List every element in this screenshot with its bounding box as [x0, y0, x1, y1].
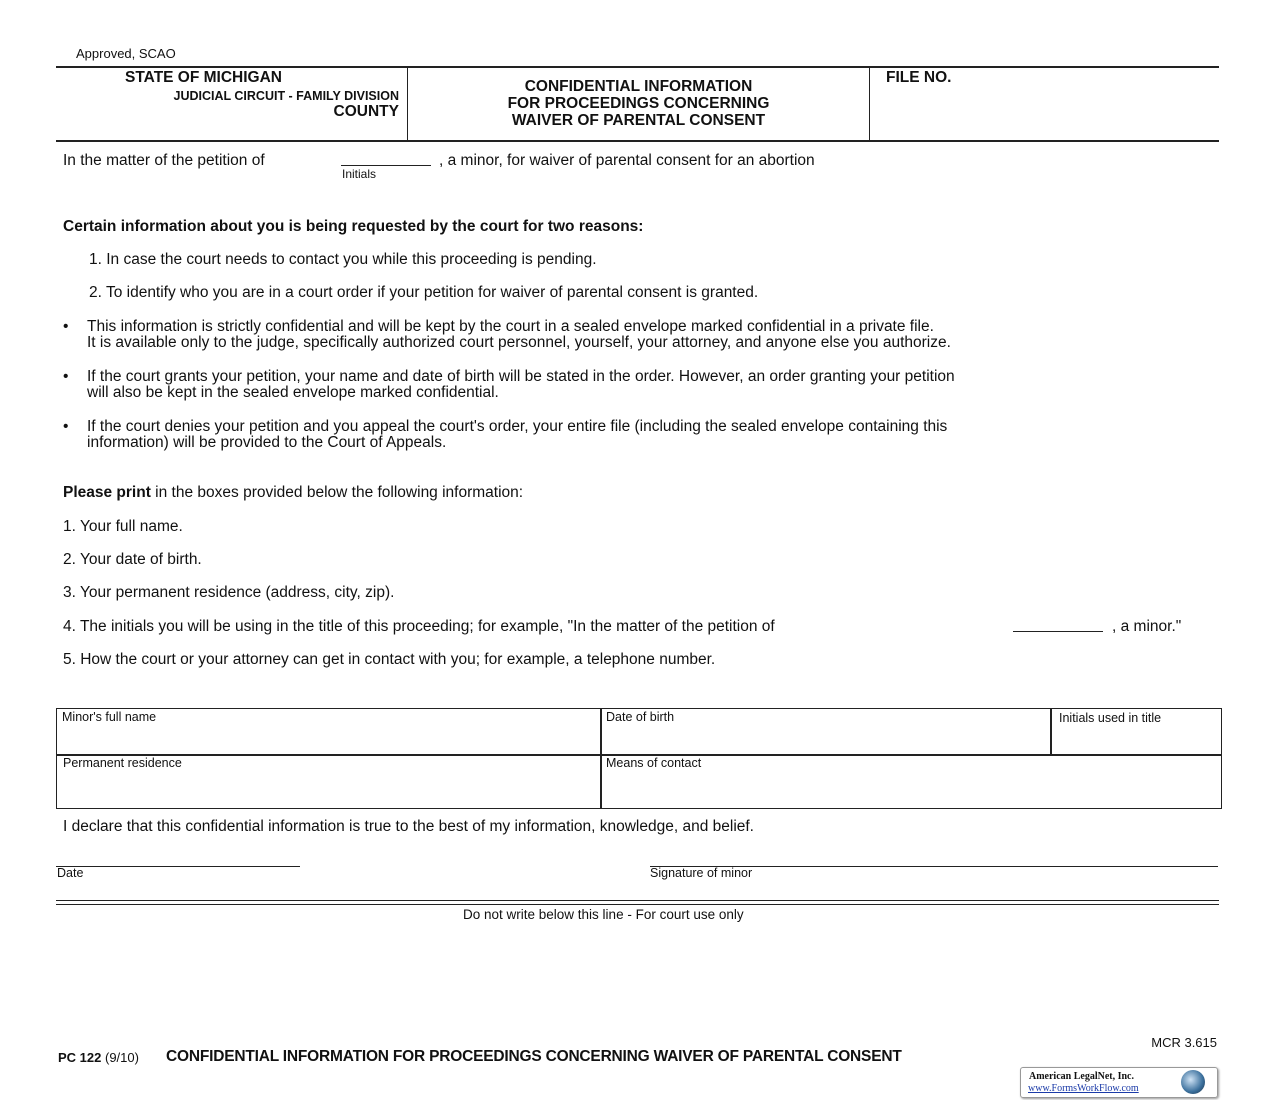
logo-link[interactable]: www.FormsWorkFlow.com — [1028, 1083, 1139, 1094]
divider — [56, 140, 1219, 142]
print-item: 3. Your permanent residence (address, city, zip). — [63, 584, 395, 601]
title-line: CONFIDENTIAL INFORMATION — [524, 78, 753, 95]
title-line: FOR PROCEEDINGS CONCERNING — [507, 95, 770, 112]
matter-text: In the matter of the petition of — [63, 152, 265, 169]
print-item: 2. Your date of birth. — [63, 551, 202, 568]
court-label: JUDICIAL CIRCUIT - FAMILY DIVISION — [173, 89, 399, 103]
print-item-end: , a minor." — [1112, 618, 1182, 635]
field-label: Minor's full name — [62, 710, 157, 724]
minor-name-field[interactable] — [56, 708, 602, 756]
residence-field[interactable] — [56, 754, 602, 809]
court-use-label: Do not write below this line - For court use only — [463, 907, 744, 922]
print-instructions — [63, 484, 523, 502]
reason-item: 1. In case the court needs to contact you while this proceeding is pending. — [89, 251, 597, 268]
dob-field[interactable] — [600, 708, 1052, 756]
bullet-icon: • — [63, 368, 69, 385]
bullet-text: This information is strictly confidential and will be kept by the court in a sealed envelope marked confidential in a private file. — [87, 318, 934, 335]
county-label: COUNTY — [333, 103, 399, 120]
footer-title: CONFIDENTIAL INFORMATION FOR PROCEEDINGS CONCERNING WAIVER OF PARENTAL CONSENT — [166, 1048, 902, 1065]
bullet-text: information) will be provided to the Court of Appeals. — [87, 434, 447, 451]
example-blank — [1013, 631, 1103, 632]
matter-text-end: , a minor, for waiver of parental consent for an abortion — [439, 152, 815, 169]
reasons-heading: Certain information about you is being requested by the court for two reasons: — [63, 218, 644, 235]
print-rest: in the boxes provided below the following information: — [150, 484, 524, 501]
date-label: Date — [57, 866, 84, 880]
field-label: Permanent residence — [63, 756, 182, 770]
date-line[interactable] — [56, 866, 300, 867]
logo-name: American LegalNet, Inc. — [1029, 1071, 1134, 1082]
globe-icon — [1181, 1070, 1205, 1094]
divider — [56, 900, 1219, 901]
divider — [56, 904, 1219, 905]
state-label: STATE OF MICHIGAN — [125, 69, 282, 86]
bullet-text: It is available only to the judge, specifically authorized court personnel, yourself, your attorney, and anyone else you authorize. — [87, 334, 951, 351]
divider — [869, 67, 870, 141]
bullet-text: If the court denies your petition and you appeal the court's order, your entire file (including the sealed envelope containing this — [87, 418, 948, 435]
legalnet-logo[interactable] — [1020, 1067, 1218, 1098]
approved-label: Approved, SCAO — [76, 46, 176, 61]
declaration: I declare that this confidential information is true to the best of my information, knowledge, and belief. — [63, 818, 754, 835]
initials-field[interactable] — [341, 165, 431, 166]
initials-title-field[interactable] — [1050, 708, 1222, 756]
signature-label: Signature of minor — [650, 866, 753, 880]
mcr-label: MCR 3.615 — [1151, 1035, 1217, 1050]
form-title — [408, 78, 869, 129]
contact-field[interactable] — [600, 754, 1222, 809]
field-label: Means of contact — [606, 756, 702, 770]
file-no-label: FILE NO. — [886, 69, 952, 86]
form-rev: (9/10) — [105, 1050, 139, 1065]
print-item: 4. The initials you will be using in the title of this proceeding; for example, "In the matter of the petition of — [63, 618, 775, 635]
initials-label: Initials — [342, 167, 377, 181]
bullet-text: If the court grants your petition, your name and date of birth will be stated in the order. However, an order granting your petition — [87, 368, 955, 385]
field-label: Date of birth — [606, 710, 675, 724]
bullet-icon: • — [63, 318, 69, 335]
form-number — [58, 1050, 139, 1065]
title-line: WAIVER OF PARENTAL CONSENT — [511, 112, 766, 129]
print-bold: Please print — [63, 484, 151, 501]
divider — [56, 66, 1219, 68]
reason-item: 2. To identify who you are in a court order if your petition for waiver of parental consent is granted. — [89, 284, 759, 301]
bullet-icon: • — [63, 418, 69, 435]
bullet-text: will also be kept in the sealed envelope marked confidential. — [87, 384, 499, 401]
form-id: PC 122 — [58, 1050, 102, 1065]
field-label: Initials used in title — [1059, 711, 1162, 725]
print-item: 5. How the court or your attorney can get in contact with you; for example, a telephone number. — [63, 651, 716, 668]
print-item: 1. Your full name. — [63, 518, 183, 535]
